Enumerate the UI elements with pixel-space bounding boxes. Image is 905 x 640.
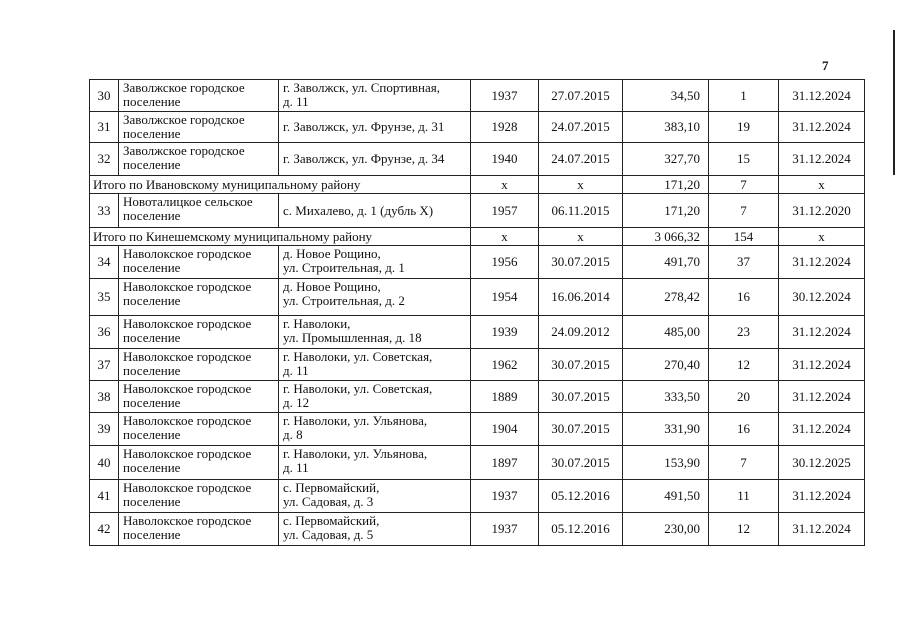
address-line: д. 11 (283, 460, 309, 475)
row-number: 33 (90, 194, 119, 228)
recognition-date: 06.11.2015 (539, 194, 623, 228)
summary-people: 154 (709, 228, 779, 246)
recognition-date: 05.12.2016 (539, 480, 623, 513)
settlement-name-line: Наволокское городское (123, 246, 252, 261)
table-row (90, 413, 865, 446)
build-year: 1889 (471, 381, 539, 413)
settlement-name-line: Наволокское городское (123, 349, 252, 364)
residents-count: 7 (709, 194, 779, 228)
settlement-name-line: поселение (123, 94, 181, 109)
settlement-name-line: поселение (123, 293, 181, 308)
summary-date: х (539, 228, 623, 246)
table-row (90, 143, 865, 176)
settlement-name (119, 316, 279, 349)
area: 491,50 (623, 480, 709, 513)
recognition-date: 16.06.2014 (539, 279, 623, 316)
scan-edge-line (893, 30, 895, 175)
build-year: 1962 (471, 349, 539, 381)
recognition-date: 30.07.2015 (539, 349, 623, 381)
area: 270,40 (623, 349, 709, 381)
settlement-name-line: Наволокское городское (123, 279, 252, 294)
address-line: д. 11 (283, 94, 309, 109)
row-number: 31 (90, 112, 119, 143)
recognition-date: 05.12.2016 (539, 513, 623, 546)
settlement-name-line: Наволокское городское (123, 316, 252, 331)
address (279, 279, 471, 316)
address (279, 513, 471, 546)
address-line: г. Наволоки, ул. Советская, (283, 381, 433, 396)
address-line: с. Первомайский, (283, 513, 380, 528)
address-line: д. 12 (283, 395, 310, 410)
address (279, 80, 471, 112)
table-row (90, 446, 865, 480)
area: 230,00 (623, 513, 709, 546)
build-year: 1957 (471, 194, 539, 228)
settlement-name-line: поселение (123, 395, 181, 410)
row-number: 37 (90, 349, 119, 381)
summary-deadline: х (779, 176, 865, 194)
resettlement-deadline: 31.12.2024 (779, 246, 865, 279)
resettlement-deadline: 30.12.2024 (779, 279, 865, 316)
settlement-name-line: поселение (123, 527, 181, 542)
settlement-name (119, 413, 279, 446)
build-year: 1904 (471, 413, 539, 446)
address-line: г. Заволжск, ул. Фрунзе, д. 34 (283, 151, 445, 166)
summary-people: 7 (709, 176, 779, 194)
housing-table (89, 79, 865, 546)
settlement-name (119, 246, 279, 279)
settlement-name (119, 80, 279, 112)
settlement-name-line: Наволокское городское (123, 480, 252, 495)
table-row (90, 279, 865, 316)
summary-deadline: х (779, 228, 865, 246)
settlement-name-line: Заволжское городское (123, 143, 245, 158)
summary-date: х (539, 176, 623, 194)
area: 491,70 (623, 246, 709, 279)
settlement-name-line: поселение (123, 460, 181, 475)
build-year: 1956 (471, 246, 539, 279)
address-line: г. Наволоки, ул. Ульянова, (283, 446, 428, 461)
table-row (90, 80, 865, 112)
settlement-name (119, 381, 279, 413)
residents-count: 37 (709, 246, 779, 279)
address-line: г. Наволоки, (283, 316, 351, 331)
address-line: г. Заволжск, ул. Фрунзе, д. 31 (283, 119, 445, 134)
table-row (90, 381, 865, 413)
residents-count: 12 (709, 513, 779, 546)
address-line: ул. Строительная, д. 2 (283, 293, 405, 308)
address-line: г. Наволоки, ул. Ульянова, (283, 413, 428, 428)
address (279, 246, 471, 279)
table-row (90, 349, 865, 381)
settlement-name (119, 446, 279, 480)
summary-area: 171,20 (623, 176, 709, 194)
settlement-name-line: поселение (123, 260, 181, 275)
address-line: ул. Промышленная, д. 18 (283, 330, 422, 345)
address-line: д. 11 (283, 363, 309, 378)
resettlement-deadline: 31.12.2020 (779, 194, 865, 228)
table-body (90, 80, 865, 546)
settlement-name-line: Наволокское городское (123, 513, 252, 528)
area: 485,00 (623, 316, 709, 349)
row-number: 34 (90, 246, 119, 279)
resettlement-deadline: 31.12.2024 (779, 381, 865, 413)
row-number: 42 (90, 513, 119, 546)
resettlement-deadline: 31.12.2024 (779, 143, 865, 176)
recognition-date: 30.07.2015 (539, 446, 623, 480)
settlement-name (119, 349, 279, 381)
address (279, 446, 471, 480)
table-row (90, 316, 865, 349)
address-line: г. Наволоки, ул. Советская, (283, 349, 433, 364)
area: 331,90 (623, 413, 709, 446)
table-row (90, 246, 865, 279)
address (279, 413, 471, 446)
table-row (90, 194, 865, 228)
row-number: 32 (90, 143, 119, 176)
residents-count: 11 (709, 480, 779, 513)
resettlement-deadline: 31.12.2024 (779, 80, 865, 112)
area: 171,20 (623, 194, 709, 228)
address-line: ул. Строительная, д. 1 (283, 260, 405, 275)
build-year: 1939 (471, 316, 539, 349)
settlement-name-line: Новоталицкое сельское (123, 194, 253, 209)
build-year: 1937 (471, 80, 539, 112)
address (279, 112, 471, 143)
recognition-date: 30.07.2015 (539, 413, 623, 446)
address-line: д. 8 (283, 427, 303, 442)
build-year: 1937 (471, 513, 539, 546)
residents-count: 7 (709, 446, 779, 480)
summary-row (90, 176, 865, 194)
row-number: 35 (90, 279, 119, 316)
recognition-date: 30.07.2015 (539, 381, 623, 413)
address-line: с. Первомайский, (283, 480, 380, 495)
address-line: с. Михалево, д. 1 (дубль Х) (283, 202, 434, 218)
settlement-name-line: поселение (123, 330, 181, 345)
row-number: 41 (90, 480, 119, 513)
recognition-date: 24.09.2012 (539, 316, 623, 349)
summary-label: Итого по Кинешемскому муниципальному району (90, 228, 471, 246)
settlement-name-line: Наволокское городское (123, 381, 252, 396)
area: 333,50 (623, 381, 709, 413)
residents-count: 20 (709, 381, 779, 413)
settlement-name (119, 143, 279, 176)
settlement-name (119, 112, 279, 143)
address (279, 381, 471, 413)
residents-count: 15 (709, 143, 779, 176)
row-number: 38 (90, 381, 119, 413)
area: 327,70 (623, 143, 709, 176)
area: 34,50 (623, 80, 709, 112)
recognition-date: 24.07.2015 (539, 143, 623, 176)
resettlement-deadline: 31.12.2024 (779, 316, 865, 349)
residents-count: 1 (709, 80, 779, 112)
address-line: д. Новое Рощино, (283, 279, 381, 294)
resettlement-deadline: 31.12.2024 (779, 413, 865, 446)
resettlement-deadline: 31.12.2024 (779, 513, 865, 546)
settlement-name-line: поселение (123, 494, 181, 509)
row-number: 36 (90, 316, 119, 349)
residents-count: 19 (709, 112, 779, 143)
area: 383,10 (623, 112, 709, 143)
recognition-date: 27.07.2015 (539, 80, 623, 112)
settlement-name-line: поселение (123, 126, 181, 141)
address-line: д. Новое Рощино, (283, 246, 381, 261)
summary-year: х (471, 228, 539, 246)
settlement-name-line: поселение (123, 427, 181, 442)
recognition-date: 24.07.2015 (539, 112, 623, 143)
recognition-date: 30.07.2015 (539, 246, 623, 279)
build-year: 1954 (471, 279, 539, 316)
address-line: г. Заволжск, ул. Спортивная, (283, 80, 440, 95)
address-line: ул. Садовая, д. 3 (283, 494, 374, 509)
area: 278,42 (623, 279, 709, 316)
resettlement-deadline: 31.12.2024 (779, 349, 865, 381)
address (279, 194, 471, 228)
residents-count: 23 (709, 316, 779, 349)
settlement-name-line: Заволжское городское (123, 80, 245, 95)
settlement-name-line: поселение (123, 363, 181, 378)
build-year: 1897 (471, 446, 539, 480)
settlement-name-line: поселение (123, 157, 181, 172)
residents-count: 16 (709, 413, 779, 446)
build-year: 1928 (471, 112, 539, 143)
row-number: 39 (90, 413, 119, 446)
settlement-name-line: поселение (123, 208, 181, 223)
address (279, 316, 471, 349)
build-year: 1940 (471, 143, 539, 176)
summary-label: Итого по Ивановскому муниципальному району (90, 176, 471, 194)
summary-year: х (471, 176, 539, 194)
residents-count: 16 (709, 279, 779, 316)
summary-row (90, 228, 865, 246)
settlement-name (119, 279, 279, 316)
residents-count: 12 (709, 349, 779, 381)
address (279, 480, 471, 513)
area: 153,90 (623, 446, 709, 480)
table-row (90, 112, 865, 143)
resettlement-deadline: 31.12.2024 (779, 480, 865, 513)
page-number: 7 (822, 58, 829, 73)
address-line: ул. Садовая, д. 5 (283, 527, 374, 542)
row-number: 40 (90, 446, 119, 480)
settlement-name (119, 513, 279, 546)
build-year: 1937 (471, 480, 539, 513)
address (279, 349, 471, 381)
settlement-name-line: Наволокское городское (123, 446, 252, 461)
resettlement-deadline: 31.12.2024 (779, 112, 865, 143)
address (279, 143, 471, 176)
settlement-name-line: Заволжское городское (123, 112, 245, 127)
table-row (90, 513, 865, 546)
settlement-name-line: Наволокское городское (123, 413, 252, 428)
resettlement-deadline: 30.12.2025 (779, 446, 865, 480)
table-row (90, 480, 865, 513)
settlement-name (119, 480, 279, 513)
summary-area: 3 066,32 (623, 228, 709, 246)
settlement-name (119, 194, 279, 228)
row-number: 30 (90, 80, 119, 112)
